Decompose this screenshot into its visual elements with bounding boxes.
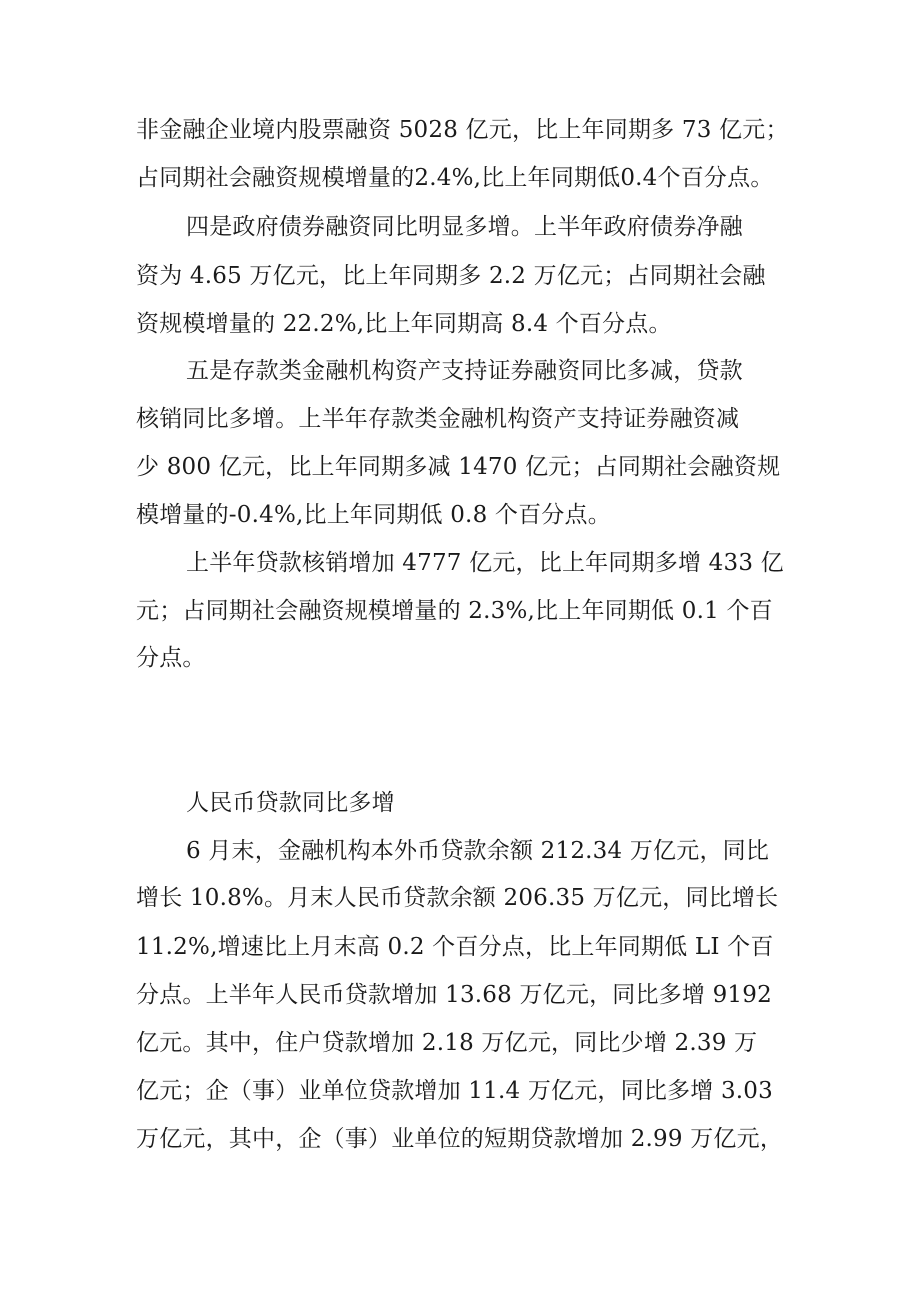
paragraph-line: 增长 10.8%。月末人民币贷款余额 206.35 万亿元，同比增长 xyxy=(136,885,779,911)
paragraph-line: 资规模增量的 22.2%,比上年同期高 8.4 个百分点。 xyxy=(136,311,672,337)
paragraph-line: 亿元；企（事）业单位贷款增加 11.4 万亿元，同比多增 3.03 xyxy=(136,1078,773,1104)
paragraph-line: 五是存款类金融机构资产支持证券融资同比多减，贷款 xyxy=(186,358,743,384)
paragraph-line: 上半年贷款核销增加 4777 亿元，比上年同期多增 433 亿 xyxy=(186,550,784,576)
section-heading: 人民币贷款同比多增 xyxy=(186,790,395,816)
paragraph-line: 四是政府债券融资同比明显多增。上半年政府债券净融 xyxy=(186,214,743,240)
paragraph-line: 元；占同期社会融资规模增量的 2.3%,比上年同期低 0.1 个百 xyxy=(136,598,773,624)
paragraph-line: 模增量的-0.4%,比上年同期低 0.8 个百分点。 xyxy=(136,502,611,528)
paragraph-line: 万亿元，其中，企（事）业单位的短期贷款增加 2.99 万亿元， xyxy=(136,1126,784,1152)
paragraph-line: 亿元。其中，住户贷款增加 2.18 万亿元，同比少增 2.39 万 xyxy=(136,1030,758,1056)
paragraph-line: 分点。 xyxy=(136,645,206,671)
paragraph-line: 非金融企业境内股票融资 5028 亿元，比上年同期多 73 亿元； xyxy=(136,117,789,143)
paragraph-line: 资为 4.65 万亿元，比上年同期多 2.2 万亿元；占同期社会融 xyxy=(136,263,766,289)
paragraph-line: 分点。上半年人民币贷款增加 13.68 万亿元，同比多增 9192 xyxy=(136,982,772,1008)
paragraph-line: 少 800 亿元，比上年同期多减 1470 亿元；占同期社会融资规 xyxy=(136,454,781,480)
paragraph-line: 核销同比多增。上半年存款类金融机构资产支持证券融资减 xyxy=(136,406,740,432)
paragraph-line: 11.2%,增速比上月末高 0.2 个百分点，比上年同期低 LI 个百 xyxy=(136,934,774,960)
paragraph-line: 6 月末，金融机构本外币贷款余额 212.34 万亿元，同比 xyxy=(186,838,770,864)
paragraph-line: 占同期社会融资规模增量的2.4%,比上年同期低0.4个百分点。 xyxy=(136,165,774,191)
